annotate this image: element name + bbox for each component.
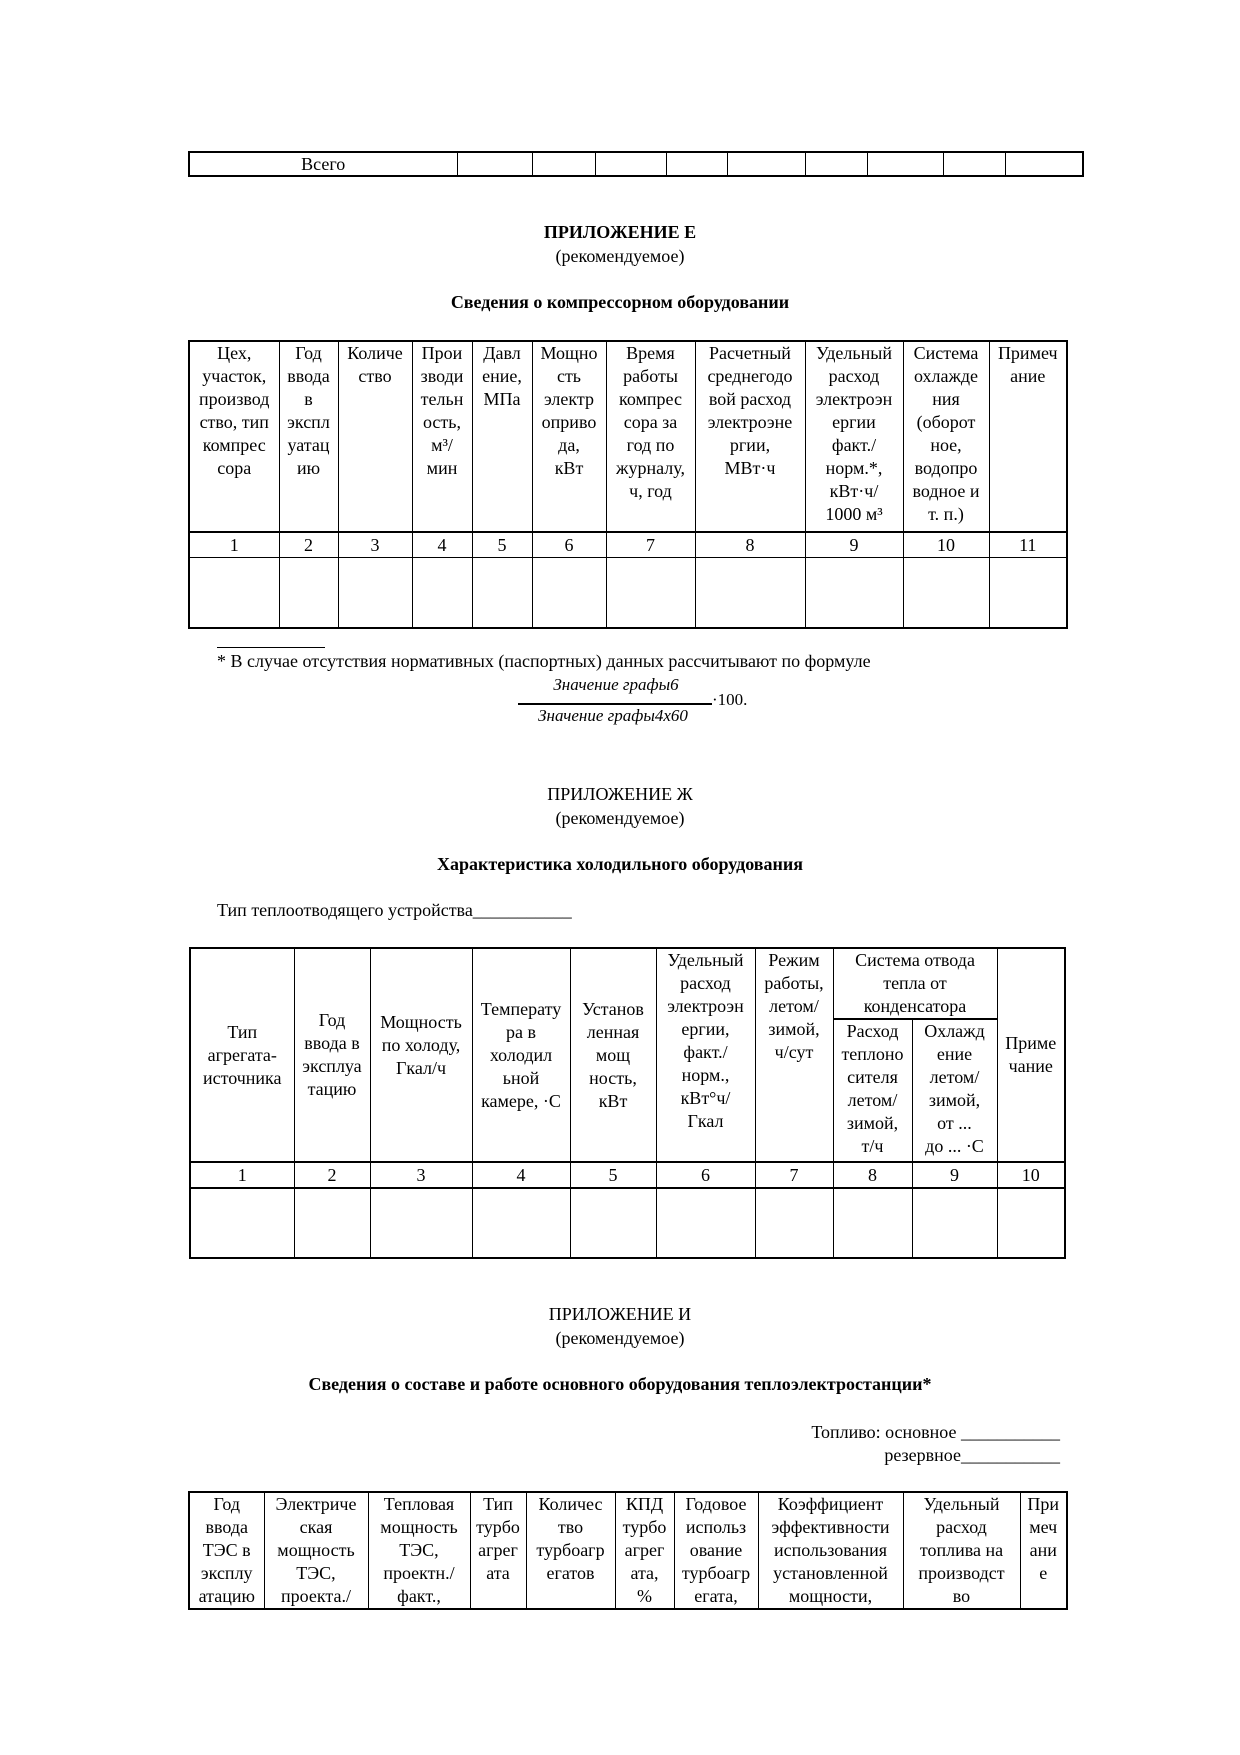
header-cell: Удельный расход топлива на производст во xyxy=(903,1492,1020,1609)
header-cell: Примe чание xyxy=(997,948,1065,1162)
header-row xyxy=(189,1492,1067,1609)
column-number: 8 xyxy=(833,1162,912,1188)
header-row xyxy=(189,341,1067,532)
column-number: 10 xyxy=(903,532,989,558)
header-cell: Температу ра в холодил ьной камере, ·С xyxy=(472,948,570,1162)
column-number: 10 xyxy=(997,1162,1065,1188)
column-number: 6 xyxy=(532,532,606,558)
total-cell xyxy=(666,152,727,176)
device-type-field: Тип теплоотводящего устройства___________ xyxy=(217,900,572,920)
header-cell: Примеч ание xyxy=(989,341,1067,532)
header-cell: Удельный расход электроэн ергии факт./ норм.*, кВт·ч/ 1000 м³ xyxy=(805,341,903,532)
formula-denominator: Значение графы4х60 xyxy=(538,706,688,725)
total-cell xyxy=(532,152,595,176)
header-cell: Время работы компрес сора за год по журналу, ч, год xyxy=(606,341,695,532)
column-number: 1 xyxy=(189,532,279,558)
footnote-text: * В случае отсутствия нормативных (паспортных) данных рассчитывают по формуле xyxy=(217,651,871,671)
column-number: 9 xyxy=(912,1162,997,1188)
total-cell xyxy=(805,152,867,176)
column-number-row xyxy=(190,1162,1065,1188)
header-cell: Прои зводи тельн ость, м³/ мин xyxy=(412,341,472,532)
footnote-separator xyxy=(217,647,325,648)
column-number: 2 xyxy=(279,532,338,558)
column-number: 3 xyxy=(370,1162,472,1188)
header-cell: Тепловая мощность ТЭС, проектн./ факт., xyxy=(368,1492,470,1609)
column-number: 5 xyxy=(570,1162,656,1188)
formula-numerator: Значение графы6 xyxy=(553,675,679,694)
header-cell: Тип агрегата- источника xyxy=(190,948,294,1162)
header-cell: КПД турбо агрег ата, % xyxy=(615,1492,674,1609)
total-cell xyxy=(727,152,805,176)
column-number: 8 xyxy=(695,532,805,558)
total-label: Всего xyxy=(189,152,457,176)
fuel-reserve-field: резервное___________ xyxy=(884,1445,1060,1465)
total-cell xyxy=(595,152,666,176)
column-number: 4 xyxy=(472,1162,570,1188)
header-cell: Цех, участок, производ ство, тип компрес сора xyxy=(189,341,279,532)
header-cell: Мощность по холоду, Гкал/ч xyxy=(370,948,472,1162)
header-cell: Коэффициент эффективности использования установленной мощности, xyxy=(758,1492,903,1609)
appendix-zh-subheading: (рекомендуемое) xyxy=(555,808,685,828)
header-cell: Электриче ская мощность ТЭС, проекта./ xyxy=(264,1492,368,1609)
header-cell: Расчетный среднегодо вой расход электроэне ргии, МВт·ч xyxy=(695,341,805,532)
header-cell: Мощно сть электр оприво да, кВт xyxy=(532,341,606,532)
column-number: 5 xyxy=(472,532,532,558)
column-number: 9 xyxy=(805,532,903,558)
header-cell: Тип турбо агрег ата xyxy=(470,1492,526,1609)
header-cell: Система охлажде ния (оборот ное, водопро водное и т. п.) xyxy=(903,341,989,532)
total-cell xyxy=(1005,152,1083,176)
header-cell: Установ ленная мощ ность, кВт xyxy=(570,948,656,1162)
appendix-i-title: Сведения о составе и работе основного оборудования теплоэлектростанции* xyxy=(308,1374,932,1394)
refrigeration-table xyxy=(189,947,1066,1259)
total-cell xyxy=(867,152,943,176)
formula-multiplier: ·100. xyxy=(712,690,748,709)
header-cell: При меч ани е xyxy=(1020,1492,1067,1609)
empty-data-row xyxy=(189,558,1067,628)
column-number: 3 xyxy=(338,532,412,558)
header-cell: Количе ство xyxy=(338,341,412,532)
appendix-i-subheading: (рекомендуемое) xyxy=(555,1328,685,1348)
appendix-e-subheading: (рекомендуемое) xyxy=(555,246,685,266)
header-cell: Режим работы, летом/ зимой, ч/сут xyxy=(755,948,833,1162)
appendix-zh-heading: ПРИЛОЖЕНИЕ Ж xyxy=(547,784,693,804)
column-number: 4 xyxy=(412,532,472,558)
appendix-e-heading: ПРИЛОЖЕНИЕ Е xyxy=(543,222,697,242)
header-cell: Год ввода ТЭС в эксплу атацию xyxy=(189,1492,264,1609)
column-number: 7 xyxy=(606,532,695,558)
compressor-table xyxy=(188,340,1068,629)
total-row-table xyxy=(188,151,1084,177)
header-cell: Удельный расход электроэн ергии, факт./ норм., кВт°ч/ Гкал xyxy=(656,948,755,1162)
header-cell: Количес тво турбоагр егатов xyxy=(526,1492,615,1609)
total-cell xyxy=(943,152,1005,176)
total-cell xyxy=(457,152,532,176)
column-number: 1 xyxy=(190,1162,294,1188)
header-row xyxy=(190,948,1065,1019)
fraction-bar xyxy=(518,703,712,705)
fuel-main-field: Топливо: основное ___________ xyxy=(811,1422,1060,1442)
column-number-row xyxy=(189,532,1067,558)
header-cell: Годовое использ ование турбоагр егата, xyxy=(674,1492,758,1609)
appendix-i-heading: ПРИЛОЖЕНИЕ И xyxy=(548,1304,692,1324)
header-cell: Год ввода в экспл уатац ию xyxy=(279,341,338,532)
column-number: 6 xyxy=(656,1162,755,1188)
header-cell: Год ввода в эксплуа тацию xyxy=(294,948,370,1162)
column-number: 11 xyxy=(989,532,1067,558)
power-plant-table xyxy=(188,1491,1068,1610)
empty-data-row xyxy=(190,1188,1065,1258)
header-cell: Давл ение, МПа xyxy=(472,341,532,532)
column-number: 7 xyxy=(755,1162,833,1188)
subheader-cell: Расход теплоно сителя летом/ зимой, т/ч xyxy=(833,1019,912,1162)
appendix-zh-title: Характеристика холодильного оборудования xyxy=(436,854,803,874)
appendix-e-title: Сведения о компрессорном оборудовании xyxy=(450,292,790,312)
subheader-cell: Охлажд ение летом/ зимой, от ... до ... ·С xyxy=(912,1019,997,1162)
header-group-cell: Система отвода тепла от конденсатора xyxy=(833,948,997,1019)
column-number: 2 xyxy=(294,1162,370,1188)
